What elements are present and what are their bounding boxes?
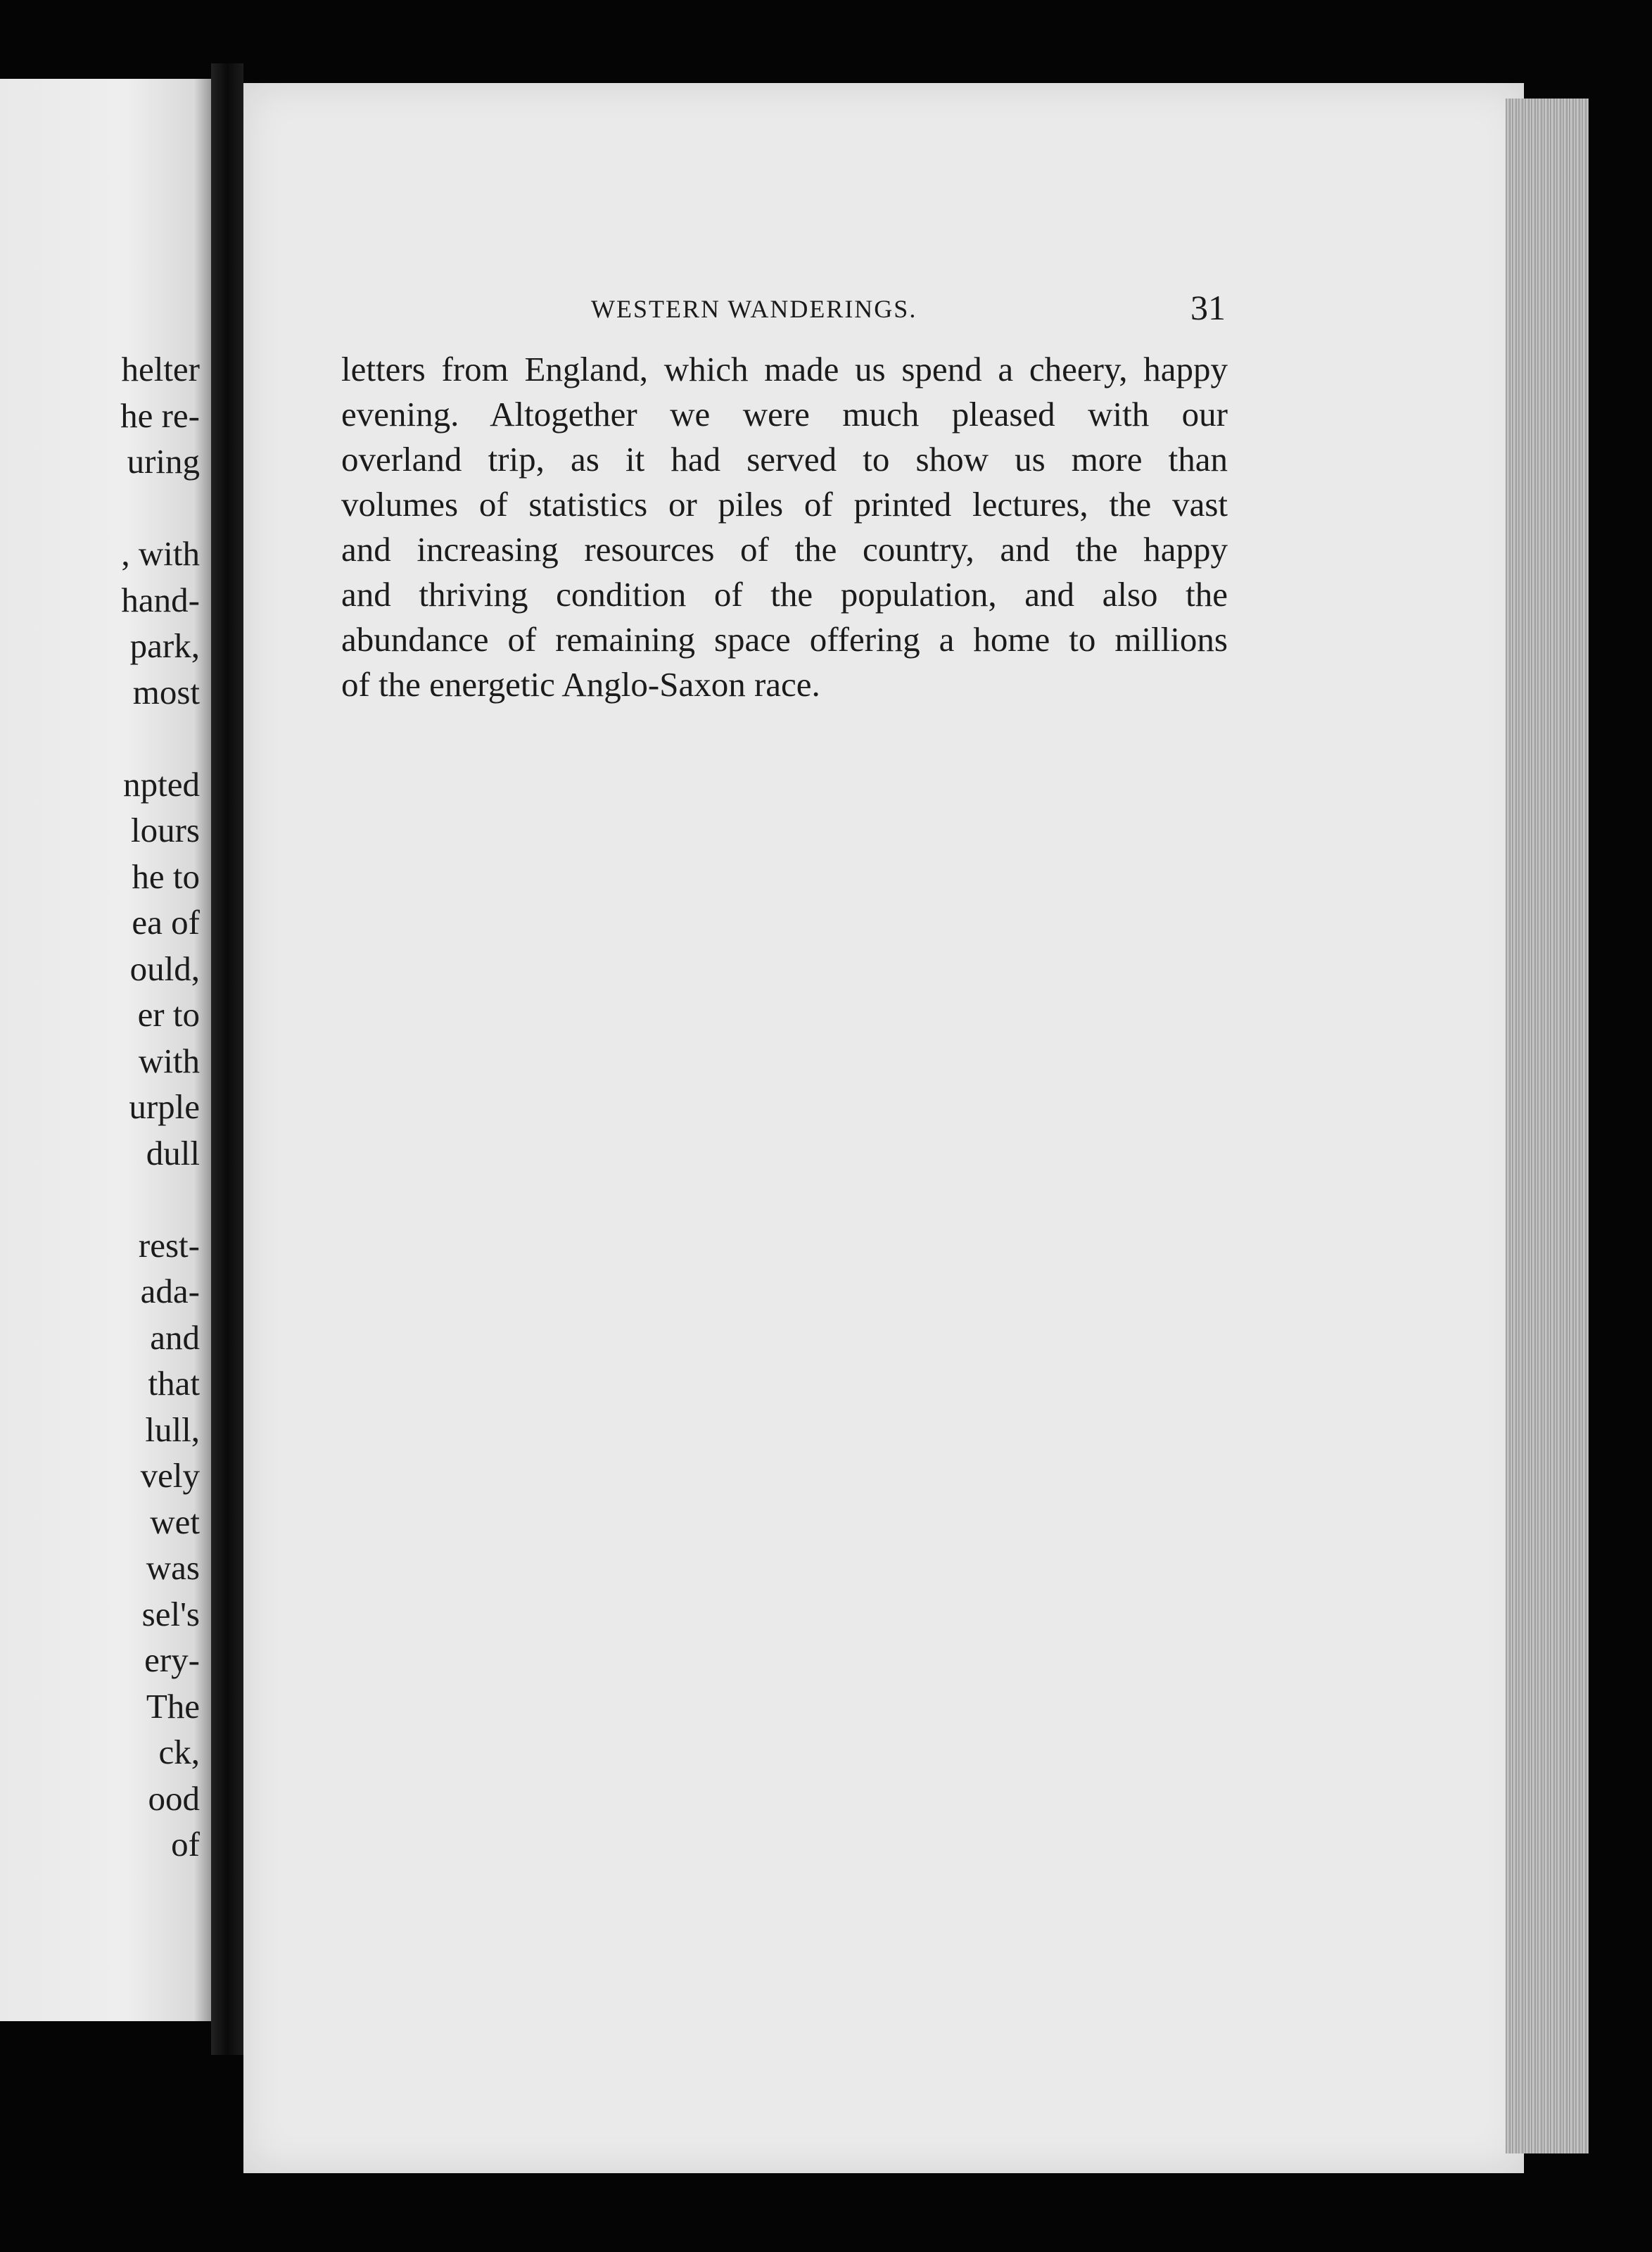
text-line: of the energetic Anglo-Saxon race. — [341, 665, 820, 704]
text-line: ould, — [129, 949, 200, 988]
previous-page — [0, 79, 211, 2021]
text-line: abundance of remaining space offering a home to millions — [341, 620, 1228, 659]
text-line: rest- — [138, 1225, 200, 1265]
running-head: WESTERN WANDERINGS. — [591, 295, 917, 323]
text-line: ck, — [158, 1733, 200, 1771]
text-line: ea of — [132, 903, 200, 942]
text-line: The — [146, 1686, 200, 1726]
text-line: volumes of statistics or piles of printed lectures, the vast — [341, 485, 1228, 524]
text-line: , with — [121, 534, 200, 573]
text-line: and thriving condition of the population, and also the — [341, 575, 1228, 614]
text-line: was — [146, 1548, 200, 1587]
page-edges — [1506, 99, 1589, 2153]
text-line: hand- — [121, 580, 200, 619]
text-line: dull — [146, 1133, 200, 1172]
previous-page-text — [120, 346, 200, 1868]
text-line: overland trip, as it had served to show us more than — [341, 440, 1228, 479]
text-line: with — [138, 1041, 200, 1080]
text-line: ood — [148, 1778, 200, 1818]
text-line: uring — [127, 442, 200, 481]
text-line: he re- — [120, 396, 200, 435]
text-line: and increasing resources of the country, and the happy — [341, 530, 1228, 569]
text-line: npted — [123, 764, 200, 804]
text-line: er to — [137, 995, 200, 1034]
text-line: park, — [129, 626, 200, 665]
text-line — [120, 1176, 200, 1222]
page-number: 31 — [1190, 288, 1226, 327]
text-line — [120, 485, 200, 531]
text-line: helter — [121, 350, 200, 388]
text-line: he to — [132, 856, 200, 896]
text-line — [120, 715, 200, 761]
text-line: letters from England, which made us spend a cheery, happy — [341, 350, 1228, 388]
text-line: and — [150, 1317, 200, 1357]
text-line: ada- — [140, 1272, 200, 1310]
text-line: that — [148, 1364, 200, 1403]
text-line: evening. Altogether we were much pleased with our — [341, 395, 1228, 434]
body-paragraph — [341, 347, 1228, 707]
text-line: most — [132, 672, 200, 711]
text-line: sel's — [141, 1594, 200, 1633]
text-line: vely — [140, 1456, 200, 1495]
text-line: lours — [131, 811, 200, 849]
text-line: ery- — [144, 1640, 200, 1679]
text-line: lull, — [145, 1410, 200, 1449]
text-line: urple — [129, 1087, 200, 1126]
text-line: of — [171, 1825, 200, 1864]
book-gutter — [211, 63, 243, 2055]
text-line: wet — [150, 1502, 200, 1541]
